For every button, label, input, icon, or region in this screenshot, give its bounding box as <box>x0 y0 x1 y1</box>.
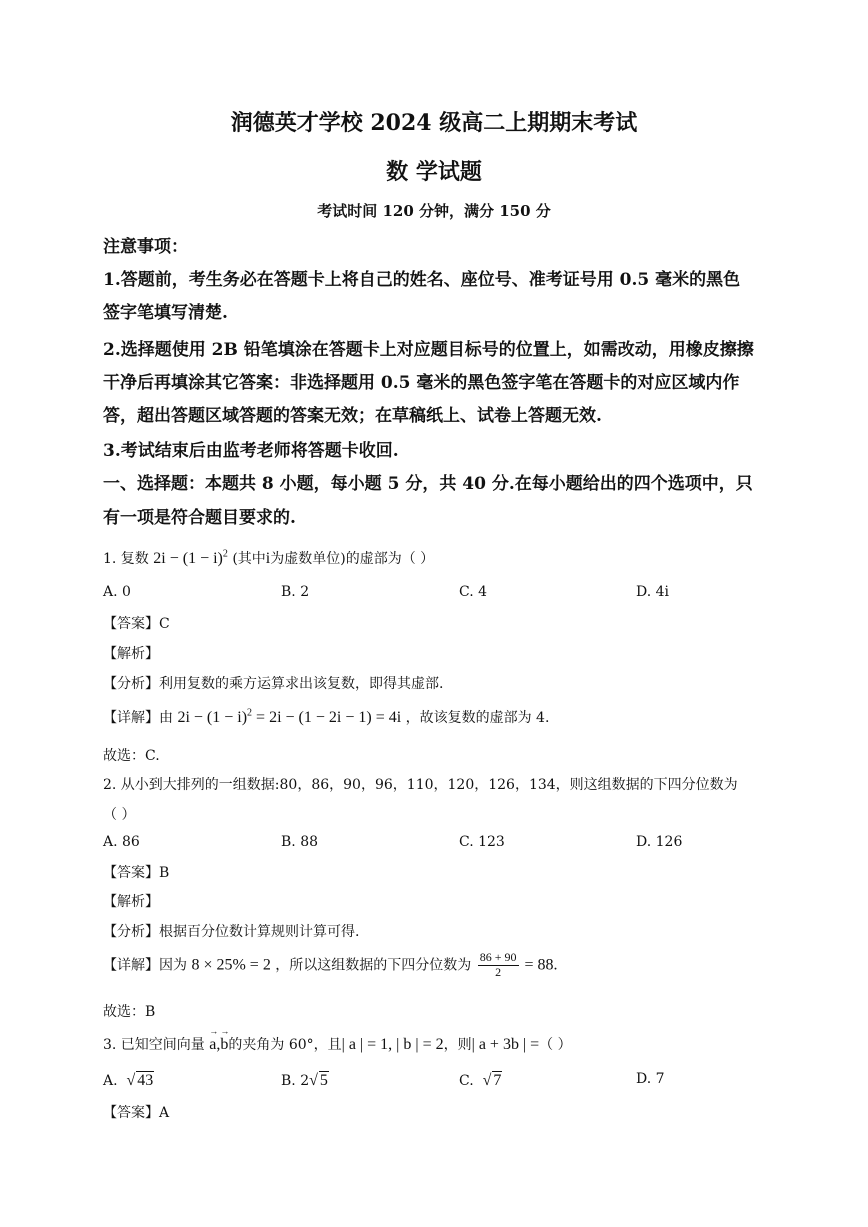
option-d: D. 7 <box>636 1071 665 1087</box>
option-d: D. 126 <box>636 834 683 850</box>
notes-line: 1.答题前，考生务必在答题卡上将自己的姓名、座位号、准考证号用 0.5 毫米的黑色 <box>103 270 741 290</box>
option-c: C. √ 7 <box>459 1072 502 1089</box>
notes-line: 答，超出答题区域答题的答案无效；在草稿纸上、试卷上答题无效. <box>103 406 602 426</box>
exam-subtitle: 数 学试题 <box>386 159 482 185</box>
exam-info: 考试时间 120 分钟，满分 150 分 <box>317 202 551 220</box>
analysis-label: 【解析】 <box>103 646 159 662</box>
option-b: B. 2√ 5 <box>281 1072 328 1089</box>
notes-line: 干净后再填涂其它答案：非选择题用 0.5 毫米的黑色签字笔在答题卡的对应区域内作 <box>103 373 740 393</box>
notes-line: 3.考试结束后由监考老师将答题卡收回. <box>103 441 399 461</box>
option-c: C. 4 <box>459 584 488 600</box>
final-choice: 故选：C. <box>103 748 160 764</box>
math-expression: $2i - (1 - i)^2$ <box>153 548 228 567</box>
section-heading-line: 一、选择题：本题共 8 小题，每小题 5 分，共 40 分.在每小题给出的四个选项中，只 <box>103 474 753 494</box>
math-expression: 8 × 25% = 2 <box>191 956 271 974</box>
section-heading-line: 有一项是符合题目要求的. <box>103 508 296 528</box>
question-3-stem: 3. 已知空间向量 → a,→ b的夹角为 60°，且| a | = 1, | b | = 2，则| a + 3b | =（ ） <box>103 1034 572 1054</box>
math-expression: | a + 3b | = <box>471 1036 540 1053</box>
question-1-stem: 1. 复数 $2i - (1 - i)^2$ (其中i为虚数单位)的虚部为（ ） <box>103 548 435 567</box>
analysis-summary: 【分析】根据百分位数计算规则计算可得. <box>103 924 360 940</box>
math-expression: → a,→ b <box>209 1036 228 1053</box>
detailed-solution: 【详解】由 $2i - (1 - i)^2 = 2i - (1 - 2i - 1) = 4i$ ，故该复数的虚部为 4. <box>103 707 550 726</box>
math-expression: | a | = 1, | b | = 2 <box>341 1036 444 1053</box>
answer-label: 【答案】A <box>103 1105 170 1121</box>
option-d: D. 4i <box>636 584 670 600</box>
exam-title: 润德英才学校 2024 级高二上期期末考试 <box>230 110 638 136</box>
option-a: A. 86 <box>103 834 140 850</box>
notes-heading: 注意事项： <box>103 237 188 257</box>
final-choice: 故选：B <box>103 1004 156 1020</box>
option-a: A. 0 <box>103 584 131 600</box>
option-b: B. 88 <box>281 834 319 850</box>
option-a: A. √ 43 <box>103 1072 154 1089</box>
option-b: B. 2 <box>281 584 310 600</box>
answer-label: 【答案】C <box>103 616 170 632</box>
question-2-stem-cont: （ ） <box>103 807 136 823</box>
detailed-solution: 【详解】因为 8 × 25% = 2 ，所以这组数据的下四分位数为 $\frac{86 + 90}{2}$ = 88. <box>103 950 558 979</box>
fraction: $\frac{86 + 90}{2}$ <box>479 950 517 979</box>
option-c: C. 123 <box>459 834 505 850</box>
answer-label: 【答案】B <box>103 865 170 881</box>
question-2-stem: 2. 从小到大排列的一组数据:80，86，90，96，110，120，126，134，则这组数据的下四分位数为 <box>103 777 738 793</box>
notes-line: 签字笔填写清楚. <box>103 303 228 323</box>
analysis-summary: 【分析】利用复数的乘方运算求出该复数，即得其虚部. <box>103 676 444 692</box>
math-expression: $2i - (1 - i)^2 = 2i - (1 - 2i - 1) = 4i$ <box>177 707 402 726</box>
analysis-label: 【解析】 <box>103 894 159 910</box>
notes-line: 2.选择题使用 2B 铅笔填涂在答题卡上对应题目标号的位置上，如需改动，用橡皮擦擦 <box>103 340 754 360</box>
